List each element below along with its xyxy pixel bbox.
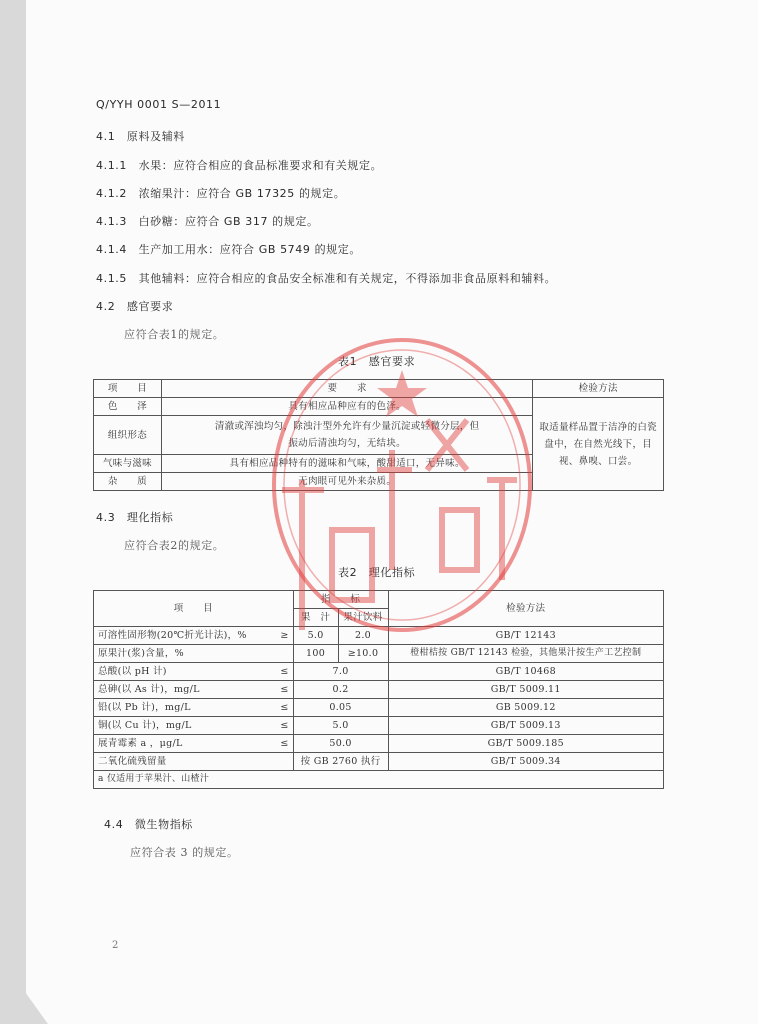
table2-operator: ≤ [271,717,293,735]
table2-operator: ≤ [271,681,293,699]
table2-method: GB/T 5009.185 [388,735,664,753]
table2-value: 5.0 [293,717,388,735]
table2-item: 铅(以 Pb 计)，mg/L [94,699,272,717]
table1-requirement: 具有相应品种特有的滋味和气味，酸甜适口，无异味。 [161,455,532,473]
table2-method: 橙柑桔按 GB/T 12143 检验，其他果汁按生产工艺控制 [388,645,664,663]
table1-sensory [93,379,664,491]
table2-header-method: 检验方法 [388,591,664,627]
paragraph-4-4: 应符合表 3 的规定。 [130,846,239,859]
table2-method: GB/T 5009.13 [388,717,664,735]
table2-physicochemical [93,590,664,789]
table-row [94,663,664,681]
table2-footnote: a 仅适用于苹果汁、山楂汁 [94,771,664,789]
table-row [94,753,664,771]
table1-item: 组织形态 [94,416,162,455]
paragraph-4-3: 应符合表2的规定。 [124,539,225,552]
table2-header-juice-drink: 果汁饮料 [338,609,388,627]
table2-value-juice: 100 [293,645,338,663]
table-row [94,717,664,735]
table2-item: 铜(以 Cu 计)，mg/L [94,717,272,735]
section-4-2: 4.2 感官要求 [96,300,174,313]
section-4-1: 4.1 原料及辅料 [96,130,185,143]
table2-header-juice: 果 汁 [293,609,338,627]
table2-item: 原果汁(浆)含量，% [94,645,272,663]
table1-item: 气味与滋味 [94,455,162,473]
table1-method: 取适量样品置于洁净的白瓷盘中，在自然光线下，目视、鼻嗅、口尝。 [533,398,664,491]
table1-item: 杂 质 [94,473,162,491]
table2-operator: ≤ [271,735,293,753]
table2-value: 7.0 [293,663,388,681]
page-number: 2 [112,940,119,951]
table2-operator: ≤ [271,663,293,681]
table2-item: 可溶性固形物(20℃折光计法)，% [94,627,272,645]
table1-requirement: 无肉眼可见外来杂质。 [161,473,532,491]
section-4-4: 4.4 微生物指标 [104,818,193,831]
table2-item: 展青霉素 a ，μg/L [94,735,272,753]
table-row [94,681,664,699]
section-4-1-4: 4.1.4 生产加工用水：应符合 GB 5749 的规定。 [96,243,361,256]
section-4-1-5: 4.1.5 其他辅料：应符合相应的食品安全标准和有关规定，不得添加非食品原料和辅料。 [96,272,557,285]
table1-item: 色 泽 [94,398,162,416]
section-4-1-1: 4.1.1 水果：应符合相应的食品标准要求和有关规定。 [96,159,383,172]
table2-value: 0.2 [293,681,388,699]
table2-value-drink: ≥10.0 [338,645,388,663]
table2-caption: 表2 理化指标 [338,566,416,579]
table2-value: 0.05 [293,699,388,717]
table2-item: 总酸(以 pH 计) [94,663,272,681]
table1-header-item: 项 目 [94,380,162,398]
table-row [94,771,664,789]
table-row [94,735,664,753]
table-row [94,380,664,398]
table2-operator [271,645,293,663]
table2-header-index: 指 标 [293,591,388,609]
table2-item: 总砷(以 As 计)，mg/L [94,681,272,699]
section-4-1-2: 4.1.2 浓缩果汁：应符合 GB 17325 的规定。 [96,187,346,200]
table2-method: GB/T 5009.34 [388,753,664,771]
table1-requirement: 具有相应品种应有的色泽。 [161,398,532,416]
table2-value: 按 GB 2760 执行 [293,753,388,771]
table1-requirement: 清澈或浑浊均匀，除浊汁型外允许有少量沉淀或轻微分层，但振动后清浊均匀，无结块。 [161,416,532,455]
section-4-3: 4.3 理化指标 [96,511,174,524]
table-row [94,591,664,609]
table-row [94,699,664,717]
table2-method: GB/T 10468 [388,663,664,681]
table2-method: GB/T 12143 [388,627,664,645]
table-row [94,398,664,416]
table2-item: 二氧化硫残留量 [94,753,272,771]
section-4-1-3: 4.1.3 白砂糖：应符合 GB 317 的规定。 [96,215,319,228]
table2-method: GB/T 5009.11 [388,681,664,699]
table2-method: GB 5009.12 [388,699,664,717]
table2-value: 50.0 [293,735,388,753]
table2-operator: ≤ [271,699,293,717]
table1-header-requirement: 要 求 [161,380,532,398]
table2-operator: ≥ [271,627,293,645]
table1-caption: 表1 感官要求 [338,355,416,368]
table2-operator [271,753,293,771]
table2-value-drink: 2.0 [338,627,388,645]
table2-header-item: 项 目 [94,591,294,627]
standard-code: Q/YYH 0001 S—2011 [96,98,222,111]
table-row [94,645,664,663]
table2-value-juice: 5.0 [293,627,338,645]
table-row [94,627,664,645]
paragraph-4-2: 应符合表1的规定。 [124,328,225,341]
table1-header-method: 检验方法 [533,380,664,398]
